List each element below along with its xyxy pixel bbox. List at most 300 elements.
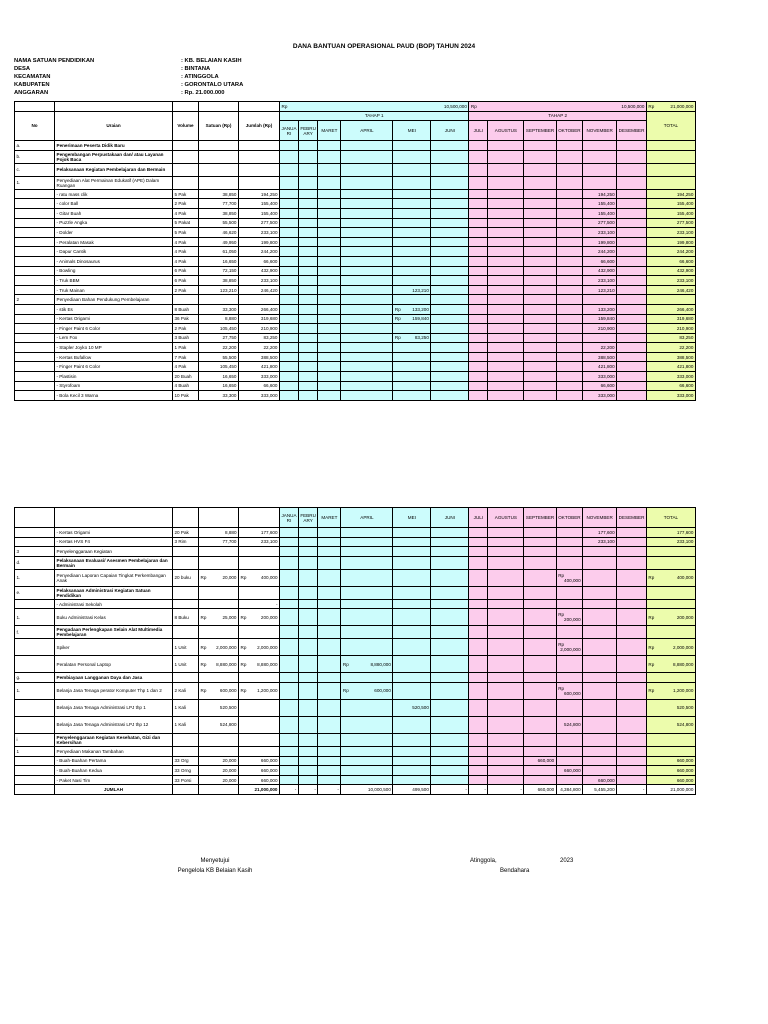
month-cell-mar [318, 391, 341, 401]
signature-year: 2023 [560, 858, 574, 864]
month-cell-sep [524, 586, 556, 599]
row-amount [239, 547, 280, 557]
row-amount-value: 8,880,000 [257, 661, 278, 667]
month-cell-nov [583, 766, 617, 776]
month-cell-mar [318, 237, 341, 247]
month-cell-nov: 333,000 [583, 372, 617, 382]
month-cell-apr [341, 372, 393, 382]
month-cell-sep [524, 599, 556, 609]
month-cell-nov: 159,840 [583, 314, 617, 324]
month-cell-okt [556, 218, 582, 228]
month-cell-mei [393, 656, 431, 673]
row-description: Pengadaan Perlengkapan Selain Alat Multimedia Pembelajaran [55, 626, 173, 639]
month-cell-feb [298, 208, 318, 218]
month-cell-apr [341, 673, 393, 683]
month-cell-jul [469, 362, 488, 372]
table-row [15, 609, 696, 626]
row-description: Penyelenggaraan Kegiatan [55, 547, 173, 557]
header-no: No [15, 111, 55, 141]
row-amount [239, 656, 280, 673]
row-amount [239, 716, 280, 733]
month-cell-okt [556, 756, 582, 766]
table-row [15, 599, 696, 609]
row-number: a. [15, 141, 55, 151]
month-cell-okt [556, 391, 582, 401]
row-description: - Bola Kecil 3 Warna [55, 391, 173, 401]
month-cell-okt [556, 333, 582, 343]
row-unit-price: 61,050 [199, 247, 239, 257]
month-cell-agu [488, 247, 524, 257]
row-amount [239, 586, 280, 599]
row-volume: 4 Pak [173, 208, 199, 218]
month-cell-jan [280, 599, 299, 609]
school-info [14, 57, 243, 97]
month-cell-nov [583, 699, 617, 716]
month-cell-jan [280, 333, 299, 343]
row-volume: 3 Buah [173, 333, 199, 343]
month-cell-jul [469, 343, 488, 353]
table-row [15, 391, 696, 401]
month-cell-apr [341, 189, 393, 199]
row-number [15, 372, 55, 382]
month-cell-mar [318, 586, 341, 599]
month-cell-nov: 194,250 [583, 189, 617, 199]
month-cell-jan [280, 256, 299, 266]
row-description: - Kertas HVS F4 [55, 537, 173, 547]
row-number [15, 362, 55, 372]
month-cell-des [617, 266, 647, 276]
row-total-currency: Rp [648, 661, 655, 667]
month-cell-nov: 388,500 [583, 352, 617, 362]
month-cell-okt [556, 682, 582, 699]
month-cell-apr [341, 256, 393, 266]
tahap1-currency: Rp [281, 103, 288, 109]
row-amount-currency: Rp [240, 575, 247, 581]
row-unit-price [199, 673, 239, 683]
month-cell-sep [524, 682, 556, 699]
table-row [15, 372, 696, 382]
month-cell-jan [280, 391, 299, 401]
jumlah-row [15, 785, 696, 795]
month-cell-jan [280, 381, 299, 391]
table-row [15, 547, 696, 557]
month-cell-jul [469, 699, 488, 716]
month-cell-mar [318, 247, 341, 257]
row-volume [173, 785, 199, 795]
month-cell-jun [431, 176, 469, 189]
row-description: - Buah-Buahan Kedua [55, 766, 173, 776]
info-label: DESA [14, 66, 31, 72]
info-row [14, 89, 243, 97]
month-cell-des [617, 556, 647, 569]
row-total: 277,500 [646, 218, 695, 228]
month-cell-jul [469, 746, 488, 756]
row-unit-price-value: 25,000 [222, 614, 237, 620]
month-cell-jun [431, 141, 469, 151]
row-unit-price [199, 547, 239, 557]
row-description: Penyediaan Bahan Pendukung Pembelajaran [55, 295, 173, 305]
row-description: - Administrasi Sekolah [55, 599, 173, 609]
row-number [15, 256, 55, 266]
row-amount [239, 699, 280, 716]
row-unit-price [199, 150, 239, 163]
row-total [646, 609, 695, 626]
month-cell-sep [524, 569, 556, 586]
month-cell-agu [488, 746, 524, 756]
row-description: Pembiayaan Langganan Daya dan Jasa [55, 673, 173, 683]
month-cell-feb [298, 150, 318, 163]
row-unit-price [199, 599, 239, 609]
row-unit-price: 33,300 [199, 391, 239, 401]
month-cell-okt-value: 200,000 [564, 617, 581, 623]
month-cell-agu [488, 556, 524, 569]
month-cell-apr [341, 716, 393, 733]
month-cell-agu [488, 756, 524, 766]
month-cell-mar [318, 682, 341, 699]
row-volume: 4 Buah [173, 381, 199, 391]
month-cell-jun [431, 586, 469, 599]
row-total-currency: Rp [648, 688, 655, 694]
row-total-currency: Rp [648, 644, 655, 650]
month-cell-des [617, 699, 647, 716]
month-cell-jan [280, 208, 299, 218]
month-cell-feb [298, 362, 318, 372]
row-amount [239, 556, 280, 569]
row-number [15, 599, 55, 609]
month-cell-des [617, 391, 647, 401]
row-amount: 22,200 [239, 343, 280, 353]
month-cell-jun [431, 391, 469, 401]
row-total: 66,600 [646, 381, 695, 391]
month-cell-jun [431, 537, 469, 547]
month-cell-sep [524, 699, 556, 716]
row-number [15, 333, 55, 343]
month-cell-des [617, 324, 647, 334]
month-cell-jul [469, 391, 488, 401]
month-header: MARET [318, 121, 341, 141]
row-description: Penyediaan Alat Permainan Edukatif (APE) Dalam Ruangan [55, 176, 173, 189]
info-label: NAMA SATUAN PENDIDIKAN [14, 58, 95, 64]
month-cell-jan [280, 314, 299, 324]
month-cell-nov [583, 547, 617, 557]
month-cell-jan [280, 746, 299, 756]
month-header: JUNI [431, 121, 469, 141]
row-total: 660,000 [646, 756, 695, 766]
month-cell-apr [341, 766, 393, 776]
month-cell-jul [469, 150, 488, 163]
month-cell-mei [393, 775, 431, 785]
month-cell-sep [524, 333, 556, 343]
month-cell-sep [524, 609, 556, 626]
month-cell-jul [469, 324, 488, 334]
month-cell-sep [524, 547, 556, 557]
table-row [15, 381, 696, 391]
month-cell-nov: 233,100 [583, 537, 617, 547]
month-cell-nov [583, 333, 617, 343]
month-cell-nov: 421,800 [583, 362, 617, 372]
row-volume: 5 Pak [173, 228, 199, 238]
row-description: Buku Administrasi Kelas [55, 609, 173, 626]
row-volume: 10 Pak [173, 391, 199, 401]
month-cell-mei-currency: Rp [394, 306, 401, 312]
row-description: - Kertas Origami [55, 314, 173, 324]
month-cell-jan [280, 673, 299, 683]
table-row [15, 626, 696, 639]
row-total-value: 1,200,000 [672, 688, 694, 694]
month-cell-feb [298, 733, 318, 746]
row-unit-price: 123,210 [199, 285, 239, 295]
month-cell-feb [298, 256, 318, 266]
row-number: 1. [15, 176, 55, 189]
month-cell-sep [524, 256, 556, 266]
jumlah-month-sep: 660,000 [524, 785, 556, 795]
month-cell-mar [318, 756, 341, 766]
month-cell-okt [556, 746, 582, 756]
month-cell-feb [298, 295, 318, 305]
month-header: NOVEMBER [583, 121, 617, 141]
month-cell-feb [298, 528, 318, 538]
total-label: TOTAL [646, 111, 695, 141]
month-cell-mar [318, 228, 341, 238]
table-row [15, 639, 696, 656]
row-unit-price: 22,200 [199, 343, 239, 353]
table-row [15, 256, 696, 266]
month-cell-jun [431, 673, 469, 683]
month-cell-nov [583, 569, 617, 586]
info-row [14, 57, 243, 65]
row-number: 1. [15, 569, 55, 586]
table-row [15, 324, 696, 334]
table-row [15, 333, 696, 343]
month-cell-jul [469, 208, 488, 218]
month-cell-okt [556, 586, 582, 599]
month-cell-mei [393, 756, 431, 766]
month-cell-nov: 233,100 [583, 276, 617, 286]
row-amount: - [239, 599, 280, 609]
tahap1-amount-value: 10,500,000 [443, 103, 467, 109]
info-row [14, 81, 243, 89]
row-description: Penyediaan Laporan Capaian Tingkat Perkembangan Anak [55, 569, 173, 586]
month-cell-mar [318, 189, 341, 199]
signature-place: Atinggola, [470, 858, 497, 864]
row-total [646, 656, 695, 673]
month-cell-okt [556, 208, 582, 218]
month-cell-jun [431, 304, 469, 314]
row-number: i [15, 733, 55, 746]
month-cell-nov [583, 141, 617, 151]
table-row [15, 314, 696, 324]
table-row [15, 304, 696, 314]
month-header: JUNI [431, 508, 469, 528]
row-description: - Truk BBM [55, 276, 173, 286]
row-unit-price [199, 785, 239, 795]
row-unit-price: 20,000 [199, 775, 239, 785]
table-row [15, 716, 696, 733]
month-cell-sep [524, 639, 556, 656]
month-cell-apr [341, 656, 393, 673]
row-number [15, 324, 55, 334]
month-cell-nov [583, 150, 617, 163]
month-header: OKTOBER [556, 121, 582, 141]
month-cell-jan [280, 163, 299, 176]
month-cell-okt [556, 285, 582, 295]
month-cell-jul [469, 716, 488, 733]
budget-table-2 [14, 507, 696, 795]
row-volume [173, 733, 199, 746]
month-cell-jul [469, 276, 488, 286]
month-cell-jun [431, 163, 469, 176]
month-cell-okt [556, 228, 582, 238]
month-header: JULI [469, 508, 488, 528]
row-total [646, 556, 695, 569]
month-cell-okt [556, 656, 582, 673]
month-cell-feb [298, 756, 318, 766]
month-cell-sep [524, 673, 556, 683]
month-cell-jun [431, 247, 469, 257]
month-cell-mar [318, 141, 341, 151]
row-unit-price: 105,450 [199, 324, 239, 334]
row-unit-price: 520,500 [199, 699, 239, 716]
month-cell-sep [524, 295, 556, 305]
month-cell-jun [431, 599, 469, 609]
info-label: ANGGARAN [14, 90, 49, 96]
month-cell-apr [341, 391, 393, 401]
row-unit-price-value: 20,000 [222, 575, 237, 581]
month-cell-okt [556, 639, 582, 656]
table-row [15, 556, 696, 569]
month-cell-agu [488, 199, 524, 209]
month-cell-apr [341, 556, 393, 569]
month-cell-feb [298, 391, 318, 401]
month-cell-mei [393, 673, 431, 683]
month-cell-okt [556, 699, 582, 716]
month-cell-okt [556, 141, 582, 151]
month-cell-des [617, 547, 647, 557]
total-amount [646, 102, 695, 112]
month-cell-nov: 133,200 [583, 304, 617, 314]
month-cell-apr [341, 547, 393, 557]
row-unit-price: 72,150 [199, 266, 239, 276]
month-cell-mei-currency: Rp [394, 316, 401, 322]
month-cell-okt [556, 569, 582, 586]
row-amount-currency: Rp [240, 644, 247, 650]
month-cell-mar [318, 372, 341, 382]
row-volume: 4 Pak [173, 237, 199, 247]
row-volume [173, 599, 199, 609]
jumlah-month-des: - [617, 785, 647, 795]
month-cell-mei [393, 528, 431, 538]
row-description: - Dapur Cantik [55, 247, 173, 257]
month-cell-okt [556, 324, 582, 334]
row-amount: 177,600 [239, 528, 280, 538]
row-total: 333,000 [646, 391, 695, 401]
row-unit-price [199, 656, 239, 673]
month-cell-okt [556, 247, 582, 257]
month-cell-nov: 333,000 [583, 391, 617, 401]
month-cell-mei-currency: Rp [394, 335, 401, 341]
row-unit-price [199, 626, 239, 639]
header-blank [199, 102, 239, 112]
month-header: AGUSTUS [488, 121, 524, 141]
month-cell-mar [318, 673, 341, 683]
row-unit-price: 16,650 [199, 256, 239, 266]
tahap1-label: TAHAP 1 [280, 111, 469, 121]
month-cell-apr [341, 237, 393, 247]
month-header: JANUA RI [280, 508, 299, 528]
month-cell-mei [393, 295, 431, 305]
row-amount [239, 163, 280, 176]
month-cell-jun [431, 372, 469, 382]
month-cell-jun [431, 189, 469, 199]
month-cell-jun [431, 333, 469, 343]
month-cell-okt [556, 733, 582, 746]
month-cell-okt [556, 266, 582, 276]
row-amount: 432,900 [239, 266, 280, 276]
month-cell-okt [556, 609, 582, 626]
month-cell-des [617, 228, 647, 238]
month-header: AGUSTUS [488, 508, 524, 528]
month-cell-jun [431, 609, 469, 626]
tahap2-amount [469, 102, 647, 112]
row-amount: 660,000 [239, 766, 280, 776]
month-cell-jan [280, 343, 299, 353]
month-cell-jan [280, 699, 299, 716]
row-volume: 2 Kali [173, 682, 199, 699]
month-cell-jan [280, 537, 299, 547]
row-amount: 233,100 [239, 228, 280, 238]
row-total [646, 682, 695, 699]
month-cell-okt [556, 381, 582, 391]
month-cell-mar [318, 333, 341, 343]
month-cell-okt [556, 304, 582, 314]
row-amount: 155,400 [239, 199, 280, 209]
row-description: Belanja Jasa Tenaga Administrasi LPJ thp 1 [55, 699, 173, 716]
month-cell-jun [431, 237, 469, 247]
row-total [646, 163, 695, 176]
month-cell-mar [318, 324, 341, 334]
row-number [15, 766, 55, 776]
month-cell-apr [341, 304, 393, 314]
month-cell-jan [280, 295, 299, 305]
month-cell-des [617, 295, 647, 305]
page-title: DANA BANTUAN OPERASIONAL PAUD (BOP) TAHUN 2024 [292, 43, 476, 50]
month-cell-jun [431, 276, 469, 286]
row-volume: 4 Pak [173, 247, 199, 257]
month-cell-jul [469, 586, 488, 599]
month-cell-jul [469, 176, 488, 189]
row-volume: 2 Pak [173, 285, 199, 295]
table-row [15, 189, 696, 199]
month-cell-mei [393, 372, 431, 382]
row-amount [239, 746, 280, 756]
month-cell-des [617, 218, 647, 228]
row-number: f. [15, 626, 55, 639]
month-cell-des [617, 343, 647, 353]
month-cell-jan [280, 569, 299, 586]
row-unit-price-currency: Rp [200, 575, 207, 581]
month-cell-jan [280, 266, 299, 276]
month-cell-jan [280, 176, 299, 189]
table-row [15, 295, 696, 305]
month-cell-mei [393, 304, 431, 314]
month-cell-okt-value: 400,000 [564, 577, 581, 583]
month-cell-mei [393, 199, 431, 209]
month-cell-agu [488, 716, 524, 733]
month-cell-agu [488, 586, 524, 599]
row-total [646, 673, 695, 683]
row-amount: 660,000 [239, 756, 280, 766]
month-cell-mei [393, 343, 431, 353]
